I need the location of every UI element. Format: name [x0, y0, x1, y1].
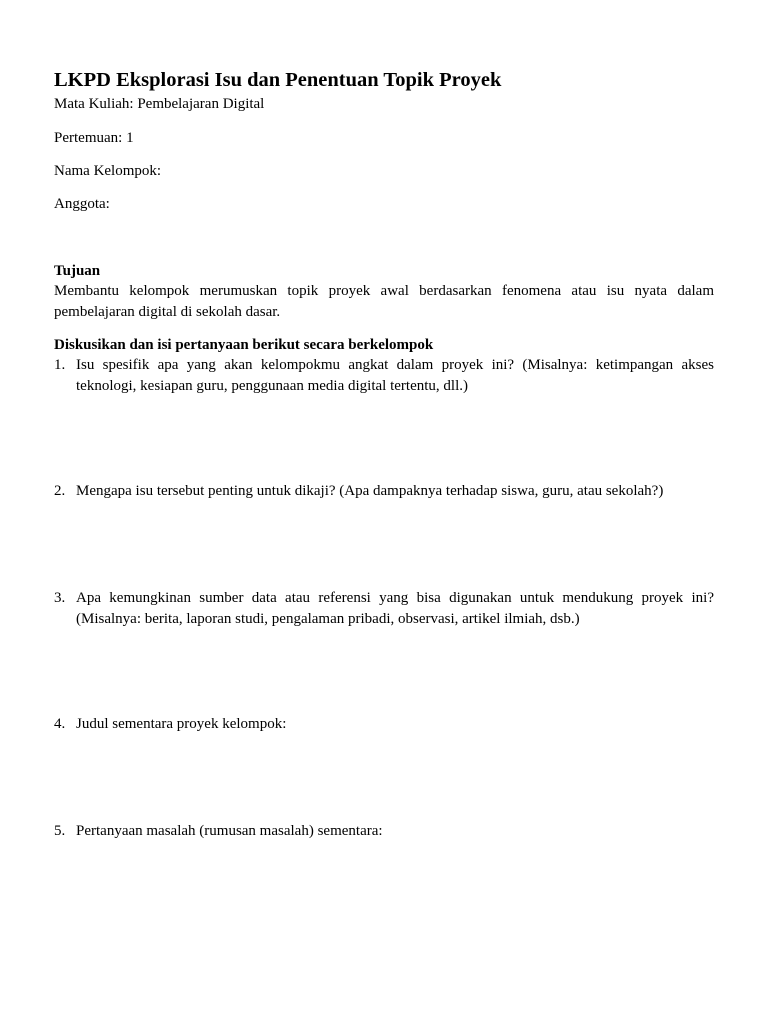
question-number: 1.	[54, 357, 66, 373]
question-item	[54, 481, 714, 588]
question-text: Isu spesifik apa yang akan kelompokmu angkat dalam proyek ini? (Misalnya: ketimpangan akses teknologi, kesiapan guru, penggunaan media digital tertentu, dll.)	[76, 357, 714, 394]
question-text: Judul sementara proyek kelompok:	[76, 716, 287, 732]
document-title: LKPD Eksplorasi Isu dan Penentuan Topik Proyek	[54, 69, 502, 91]
question-list	[54, 355, 714, 861]
group-name-line: Nama Kelompok:	[54, 163, 162, 179]
question-item	[54, 588, 714, 714]
discussion-heading: Diskusikan dan isi pertanyaan berikut secara berkelompok	[54, 337, 434, 353]
question-text: Pertanyaan masalah (rumusan masalah) sementara:	[76, 823, 383, 839]
course-line: Mata Kuliah: Pembelajaran Digital	[54, 96, 265, 112]
worksheet-page	[54, 66, 714, 861]
question-number: 3.	[54, 590, 66, 606]
goal-heading: Tujuan	[54, 263, 101, 279]
meeting-line: Pertemuan: 1	[54, 130, 134, 146]
question-text: Apa kemungkinan sumber data atau referensi yang bisa digunakan untuk mendukung proyek ini? (Misalnya: berita, laporan studi, pengalaman pribadi, observasi, artikel ilmiah, dsb.)	[76, 590, 714, 627]
goal-text: Membantu kelompok merumuskan topik proyek awal berdasarkan fenomena atau isu nyata dalam pembelajaran digital di sekolah dasar.	[54, 283, 714, 320]
question-number: 2.	[54, 483, 66, 499]
question-item	[54, 355, 714, 481]
question-number: 4.	[54, 716, 66, 732]
members-line: Anggota:	[54, 196, 110, 212]
question-text: Mengapa isu tersebut penting untuk dikaji? (Apa dampaknya terhadap siswa, guru, atau sekolah?)	[76, 483, 664, 499]
question-item	[54, 714, 714, 821]
question-number: 5.	[54, 823, 66, 839]
question-item	[54, 821, 714, 861]
